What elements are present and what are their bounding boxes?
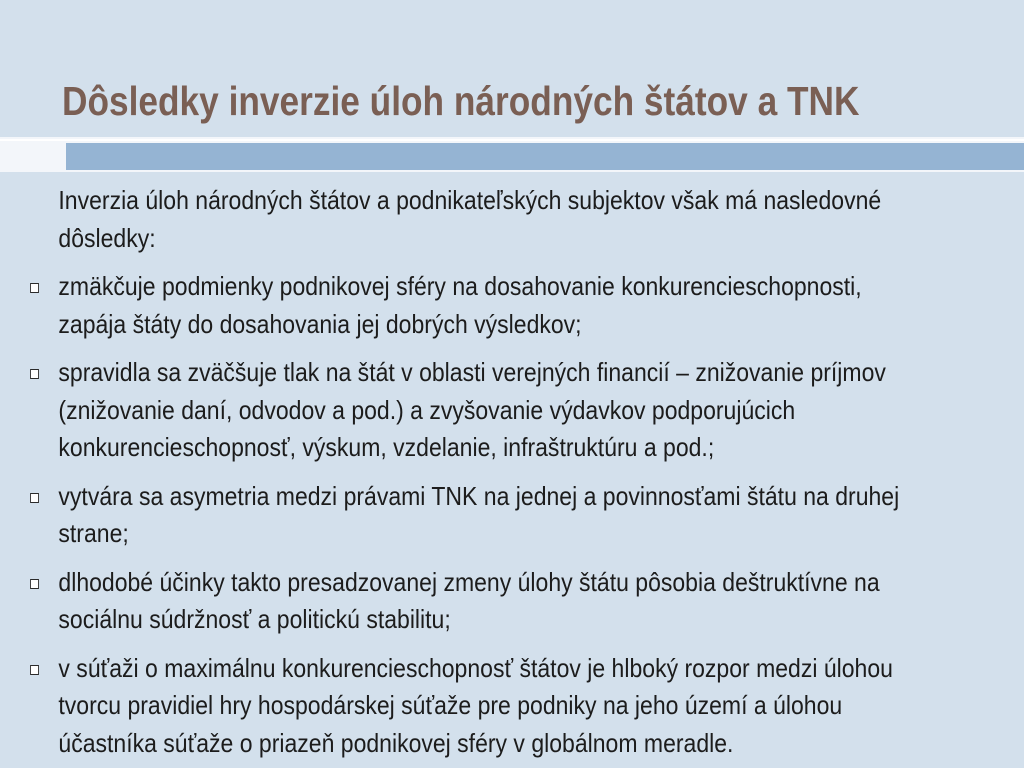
bullet-text: zmäkčuje podmienky podnikovej sféry na dosahovanie konkurencieschopnosti, zapája štáty do dosahovania jej dobrých výsledkov; bbox=[58, 271, 862, 339]
title-divider-line bbox=[0, 139, 1024, 141]
bullet-item bbox=[0, 478, 947, 553]
bullet-text: v súťaži o maximálnu konkurencieschopnosť štátov je hlboký rozpor medzi úlohou tvorcu pravidiel hry hospodárskej súťaže pre podniky na jeho území a úlohou účastníka súťaže o priazeň podnikovej sféry v globálnom meradle. bbox=[58, 652, 893, 758]
square-bullet-icon bbox=[30, 369, 39, 379]
bullet-text: vytvára sa asymetria medzi právami TNK na jednej a povinnosťami štátu na druhej strane; bbox=[58, 480, 900, 548]
bullet-text: spravidla sa zväčšuje tlak na štát v oblasti verejných financií – znižovanie príjmov (znižovanie daní, odvodov a pod.) a zvyšovanie výdavkov podporujúcich konkurencieschopnosť, výskum, vzdelanie, infraštruktúru a pod.; bbox=[58, 357, 886, 462]
square-bullet-icon bbox=[30, 283, 39, 293]
slide-title: Dôsledky inverzie úloh národných štátov a TNK bbox=[62, 78, 860, 124]
slide-body bbox=[0, 182, 1024, 762]
square-bullet-icon bbox=[30, 665, 39, 675]
intro-text: Inverzia úloh národných štátov a podnikateľských subjektov však má nasledovné dôsledky: bbox=[58, 185, 882, 253]
bullet-text: dlhodobé účinky takto presadzovanej zmeny úlohy štátu pôsobia deštruktívne na sociálnu súdržnosť a politickú stabilitu; bbox=[58, 566, 880, 634]
square-bullet-icon bbox=[30, 579, 39, 589]
bullet-item bbox=[0, 354, 947, 467]
bullet-item bbox=[0, 650, 947, 763]
bullet-item bbox=[0, 268, 947, 343]
intro-paragraph bbox=[0, 182, 947, 257]
square-bullet-icon bbox=[30, 493, 39, 503]
accent-bar bbox=[66, 143, 1024, 170]
bullet-item bbox=[0, 564, 947, 639]
